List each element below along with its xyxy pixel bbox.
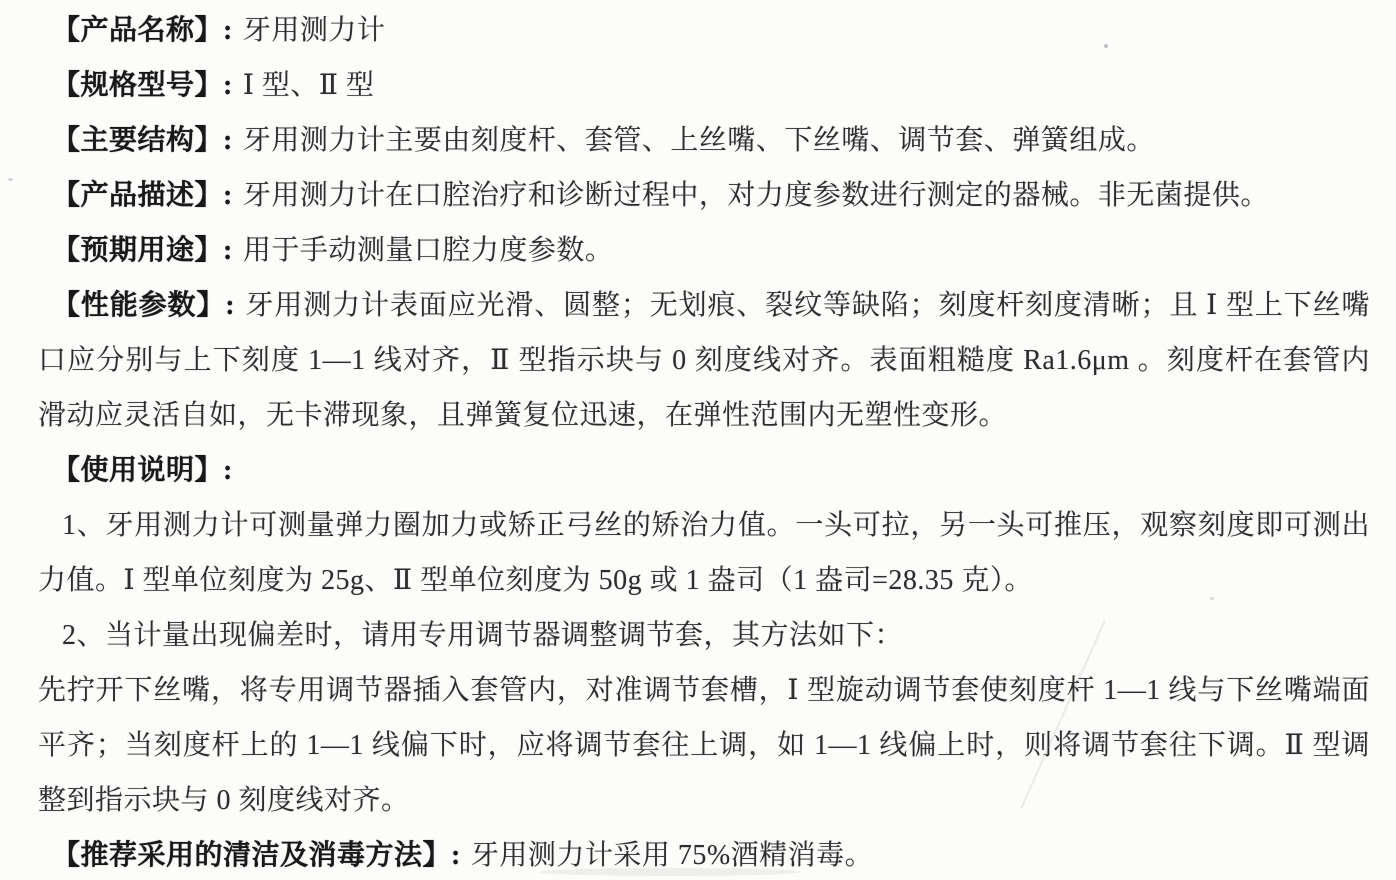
section-intended-use	[38, 223, 1370, 278]
section-label: 【预期用途】:	[52, 235, 233, 266]
section-text: 1、牙用测力计可测量弹力圈加力或矫正弓丝的矫治力值。一头可拉，另一头可推压，观察刻度即可测出力值。Ⅰ 型单位刻度为 25g、Ⅱ 型单位刻度为 50g 或 1 盎司（1 盎司=28.35 克）。	[38, 510, 1370, 596]
section-spec-model	[38, 58, 1370, 113]
section-label: 【推荐采用的清洁及消毒方法】:	[52, 840, 461, 871]
section-text: 牙用测力计表面应光滑、圆整；无划痕、裂纹等缺陷；刻度杆刻度清晰；且 Ⅰ 型上下丝嘴口应分别与上下刻度 1—1 线对齐，Ⅱ 型指示块与 0 刻度线对齐。表面粗糙度 Ra1.6μm 。刻度杆在套管内滑动应灵活自如，无卡滞现象，且弹簧复位迅速，在弹性范围内无塑性变形。	[38, 290, 1370, 431]
usage-item-2	[38, 608, 1370, 663]
section-label: 【规格型号】:	[52, 70, 233, 101]
section-label: 【产品描述】:	[52, 180, 233, 211]
section-text: 牙用测力计	[242, 15, 386, 46]
section-performance-params	[38, 278, 1370, 443]
section-cleaning-disinfection	[38, 828, 1370, 880]
section-text: 牙用测力计采用 75%酒精消毒。	[470, 840, 874, 871]
section-label: 【性能参数】:	[52, 290, 236, 321]
section-usage-heading	[38, 443, 1370, 498]
section-text: 先拧开下丝嘴，将专用调节器插入套管内，对准调节套槽，Ⅰ 型旋动调节套使刻度杆 1—1 线与下丝嘴端面平齐；当刻度杆上的 1—1 线偏下时，应将调节套往上调，如 1—1 线偏上时，则将调节套往下调。Ⅱ 型调整到指示块与 0 刻度线对齐。	[38, 675, 1370, 816]
section-label: 【产品名称】:	[52, 15, 233, 46]
section-label: 【使用说明】:	[52, 455, 233, 486]
usage-item-1	[38, 498, 1370, 608]
section-label: 【主要结构】:	[52, 125, 233, 156]
section-text: 2、当计量出现偏差时，请用专用调节器调整调节套，其方法如下：	[62, 620, 904, 651]
section-text: Ⅰ 型、Ⅱ 型	[242, 70, 375, 101]
section-main-structure	[38, 113, 1370, 168]
section-text: 牙用测力计在口腔治疗和诊断过程中，对力度参数进行测定的器械。非无菌提供。	[242, 180, 1269, 211]
section-text: 牙用测力计主要由刻度杆、套管、上丝嘴、下丝嘴、调节套、弹簧组成。	[242, 125, 1155, 156]
section-text: 用于手动测量口腔力度参数。	[242, 235, 614, 266]
section-product-name	[38, 3, 1370, 58]
usage-method-paragraph	[38, 663, 1370, 828]
section-product-description	[38, 168, 1370, 223]
